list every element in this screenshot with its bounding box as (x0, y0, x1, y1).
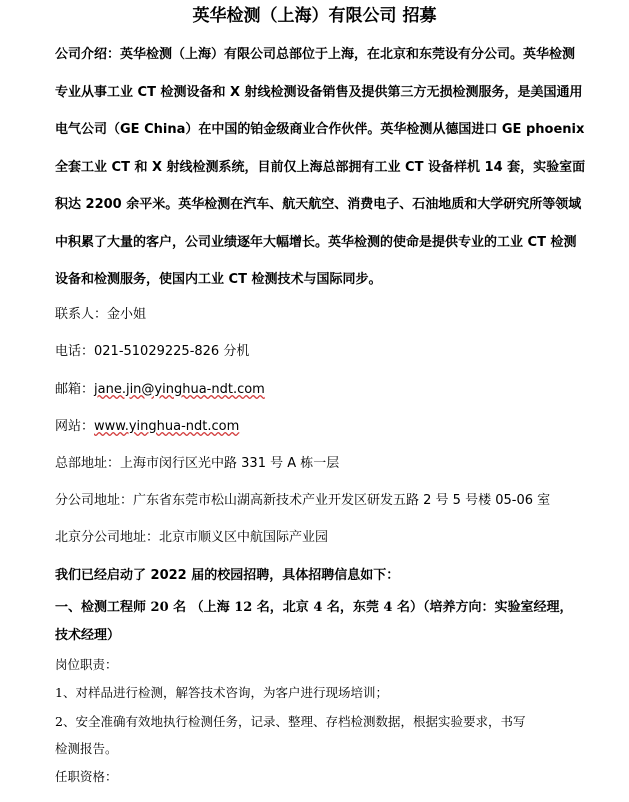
recruit-intro: 我们已经启动了 2022 届的校园招聘，具体招聘信息如下： (55, 568, 400, 583)
contact-phone-label: 电话： (55, 344, 95, 359)
contact-website (55, 418, 239, 436)
intro-line: 电气公司（GE China）在中国的铂金级商业合作伙伴。英华检测从德国进口 GE phoenix (55, 122, 585, 137)
page-title: 英华检测（上海）有限公司 招募 (192, 6, 437, 26)
job-title-line: 技术经理） (55, 628, 121, 643)
contact-person-value: 金小姐 (107, 307, 147, 322)
contact-phone-value: 021-51029225-826 分机 (94, 344, 250, 359)
job-title (55, 594, 600, 650)
intro-line: 设备和检测服务，使国内工业 CT 检测技术与国际同步。 (55, 272, 382, 287)
requirements-label: 任职资格： (55, 769, 118, 784)
intro-line: 专业从事工业 CT 检测设备和 X 射线检测设备销售及提供第三方无损检测服务，是美国通用 (55, 84, 583, 100)
beijing-address-value: 北京市顺义区中航国际产业园 (159, 530, 329, 545)
beijing-address-label: 北京分公司地址： (55, 530, 160, 545)
duty-item: 1、对样品进行检测，解答技术咨询，为客户进行现场培训； (55, 685, 388, 700)
branch-address (55, 492, 550, 510)
contact-email-label: 邮箱： (55, 382, 95, 397)
contact-person (55, 306, 146, 324)
job-title-line: 一、检测工程师 20 名 （上海 12 名，北京 4 名，东莞 4 名）（培养方向：实验室经理， (55, 600, 573, 615)
branch-address-value: 广东省东莞市松山湖高新技术产业开发区研发五路 2 号 5 号楼 05-06 室 (133, 493, 551, 508)
contact-email-link[interactable]: jane.jin@yinghua-ndt.com (94, 382, 265, 397)
intro-line: 积达 2200 余平米。英华检测在汽车、航天航空、消费电子、石油地质和大学研究所等领域 (55, 197, 582, 212)
branch-address-label: 分公司地址： (55, 493, 134, 508)
intro-line: 中积累了大量的客户，公司业绩逐年大幅增长。英华检测的使命是提供专业的工业 CT 检测 (55, 234, 577, 250)
intro-line: 公司介绍：英华检测（上海）有限公司总部位于上海，在北京和东莞设有分公司。英华检测 (55, 47, 576, 62)
hq-address-value: 上海市闵行区光中路 331 号 A 栋一层 (120, 456, 340, 471)
contact-person-label: 联系人： (55, 307, 108, 322)
contact-website-link[interactable]: www.yinghua-ndt.com (94, 419, 240, 434)
contact-website-label: 网站： (55, 419, 95, 434)
contact-email (55, 381, 265, 399)
contact-phone (55, 343, 249, 361)
beijing-address (55, 529, 328, 547)
company-intro (55, 36, 600, 299)
hq-address-label: 总部地址： (55, 456, 121, 471)
hq-address (55, 455, 339, 473)
duty-item: 检测报告。 (55, 741, 118, 756)
duties-label: 岗位职责： (55, 657, 118, 672)
duty-item: 2、安全准确有效地执行检测任务，记录、整理、存档检测数据，根据实验要求，书写 (55, 714, 526, 729)
intro-line: 全套工业 CT 和 X 射线检测系统，目前仅上海总部拥有工业 CT 设备样机 14 套，实验室面 (55, 159, 586, 175)
